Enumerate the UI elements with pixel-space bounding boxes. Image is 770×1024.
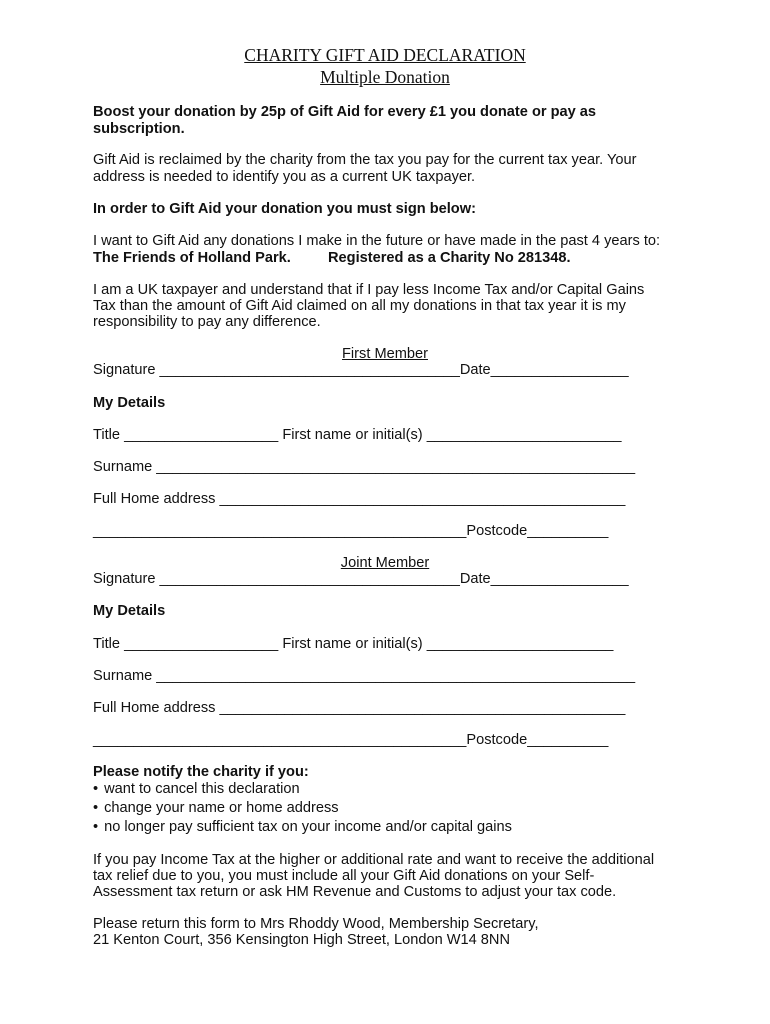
reclaim-line-1: Gift Aid is reclaimed by the charity from the tax you pay for the current tax year. Your xyxy=(93,152,637,168)
list-item: • no longer pay sufficient tax on your income and/or capital gains xyxy=(93,818,512,837)
taxpayer-line-1: I am a UK taxpayer and understand that if I pay less Income Tax and/or Capital Gains xyxy=(93,282,645,298)
joint-member-address-field[interactable]: Full Home address __________________________________________________ xyxy=(93,700,626,716)
sign-instruction: In order to Gift Aid your donation you must sign below: xyxy=(93,201,476,217)
list-item: • change your name or home address xyxy=(93,799,512,818)
taxpayer-line-3: responsibility to pay any difference. xyxy=(93,314,321,330)
taxpayer-line-2: Tax than the amount of Gift Aid claimed on all my donations in that tax year it is my xyxy=(93,298,626,314)
return-line-1: Please return this form to Mrs Rhoddy Wood, Membership Secretary, xyxy=(93,916,539,932)
first-member-heading: First Member xyxy=(342,346,428,362)
return-line-2: 21 Kenton Court, 356 Kensington High Street, London W14 8NN xyxy=(93,932,510,948)
boost-line-1: Boost your donation by 25p of Gift Aid for every £1 you donate or pay as xyxy=(93,104,597,120)
list-item: • want to cancel this declaration xyxy=(93,780,512,799)
notify-list xyxy=(93,780,512,837)
first-member-title-name-field[interactable]: Title ___________________ First name or initial(s) ________________________ xyxy=(93,427,622,443)
joint-member-details-heading: My Details xyxy=(93,603,166,619)
first-member-signature-field[interactable]: Signature _____________________________________Date_________________ xyxy=(93,362,629,378)
charity-registration: Registered as a Charity No 281348. xyxy=(328,250,571,266)
joint-member-surname-field[interactable]: Surname ___________________________________________________________ xyxy=(93,668,636,684)
first-member-surname-field[interactable]: Surname ___________________________________________________________ xyxy=(93,459,636,475)
want-gift-aid-line: I want to Gift Aid any donations I make in the future or have made in the past 4 years to: xyxy=(93,233,661,249)
first-member-address-field[interactable]: Full Home address __________________________________________________ xyxy=(93,491,626,507)
charity-name: The Friends of Holland Park. xyxy=(93,250,291,266)
joint-member-title-name-field[interactable]: Title ___________________ First name or initial(s) _______________________ xyxy=(93,636,614,652)
first-member-details-heading: My Details xyxy=(93,395,166,411)
reclaim-line-2: address is needed to identify you as a current UK taxpayer. xyxy=(93,169,476,185)
joint-member-heading: Joint Member xyxy=(340,555,430,571)
higher-rate-line-2: tax relief due to you, you must include all your Gift Aid donations on your Self- xyxy=(93,868,595,884)
notify-heading: Please notify the charity if you: xyxy=(93,764,309,780)
higher-rate-line-3: Assessment tax return or ask HM Revenue and Customs to adjust your tax code. xyxy=(93,884,617,900)
form-title: CHARITY GIFT AID DECLARATION xyxy=(244,45,526,65)
joint-member-signature-field[interactable]: Signature _____________________________________Date_________________ xyxy=(93,571,629,587)
joint-member-postcode-field[interactable]: ______________________________________________Postcode__________ xyxy=(93,732,609,748)
form-subtitle: Multiple Donation xyxy=(320,67,450,87)
higher-rate-line-1: If you pay Income Tax at the higher or additional rate and want to receive the additional xyxy=(93,852,655,868)
first-member-postcode-field[interactable]: ______________________________________________Postcode__________ xyxy=(93,523,609,539)
boost-line-2: subscription. xyxy=(93,121,185,137)
